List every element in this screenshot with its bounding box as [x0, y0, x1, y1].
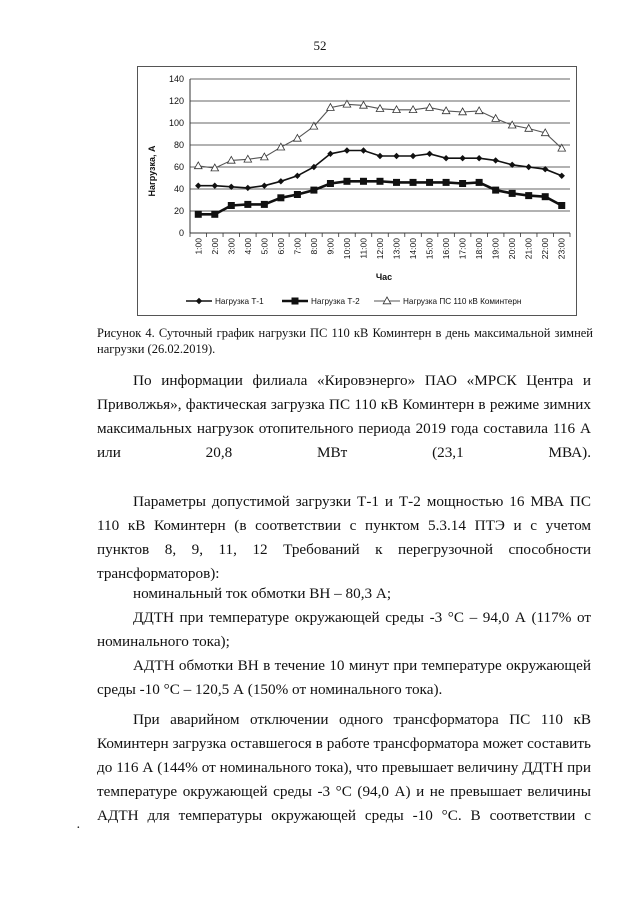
x-tick-label: 11:00 — [358, 238, 369, 259]
figure-caption: Рисунок 4. Суточный график нагрузки ПС 110 кВ Коминтерн в день максимальной зимней нагрузки (26.02.2019). — [97, 326, 593, 356]
data-point — [360, 147, 366, 153]
margin-mark: · — [76, 821, 81, 836]
data-point — [277, 143, 285, 150]
data-point — [410, 179, 417, 186]
data-point — [492, 115, 500, 122]
chart-frame — [137, 66, 577, 316]
data-point — [492, 187, 499, 194]
x-tick-label: 21:00 — [523, 238, 534, 260]
x-tick-label: 10:00 — [341, 238, 352, 260]
data-point — [492, 157, 498, 163]
legend-label: Нагрузка ПС 110 кВ Коминтерн — [403, 297, 522, 306]
data-point — [261, 153, 269, 160]
data-point — [542, 193, 549, 200]
data-point — [509, 190, 516, 197]
data-point — [426, 104, 434, 111]
load-chart — [138, 67, 578, 317]
data-point — [443, 155, 449, 161]
y-axis-label: Нагрузка, А — [147, 145, 157, 197]
data-point — [476, 155, 482, 161]
page-number: 52 — [313, 38, 327, 53]
data-point — [426, 179, 433, 186]
x-tick-label: 2:00 — [209, 238, 220, 255]
paragraph-2: Параметры допустимой загрузки Т-1 и Т-2 мощностью 16 МВА ПС 110 кВ Коминтерн (в соответствии с пунктом 5.3.14 ПТЭ и с учетом пунктов 8, 9, 11, 12 Требований к перегрузочной способности трансформаторов): — [97, 493, 591, 582]
legend — [186, 297, 521, 306]
x-tick-label: 5:00 — [259, 238, 270, 255]
data-point — [393, 153, 399, 159]
paragraph-5: АДТН обмотки ВН в течение 10 минут при температуре окружающей среды -10 °С – 120,5 А (150% от номинального тока). — [97, 657, 591, 698]
data-point — [426, 151, 432, 157]
data-point — [476, 179, 483, 186]
x-tick-label: 17:00 — [457, 238, 468, 260]
data-point — [377, 178, 384, 185]
x-tick-label: 13:00 — [391, 238, 402, 260]
x-tick-label: 20:00 — [507, 238, 518, 260]
x-tick-label: 16:00 — [441, 238, 452, 260]
data-point — [245, 185, 251, 191]
x-tick-label: 22:00 — [540, 238, 551, 260]
legend-label: Нагрузка Т-2 — [311, 297, 360, 306]
series-3 — [194, 100, 565, 171]
data-point — [195, 211, 202, 218]
data-point — [261, 183, 267, 189]
y-tick-label: 140 — [168, 74, 184, 84]
data-point — [344, 147, 350, 153]
x-tick-label: 18:00 — [474, 238, 485, 260]
x-tick-label: 1:00 — [193, 238, 204, 255]
legend-marker — [196, 298, 202, 304]
data-point — [393, 179, 400, 186]
data-point — [475, 107, 483, 114]
y-tick-label: 20 — [173, 206, 184, 216]
data-point — [277, 194, 284, 201]
data-point — [294, 191, 301, 198]
data-point — [278, 178, 284, 184]
x-tick-label: 9:00 — [325, 238, 336, 255]
series-line — [198, 181, 561, 214]
x-tick-label: 4:00 — [242, 238, 253, 255]
x-axis-label: Час — [375, 272, 393, 282]
data-point — [195, 183, 201, 189]
data-point — [559, 173, 565, 179]
data-point — [525, 164, 531, 170]
data-point — [377, 153, 383, 159]
data-point — [558, 202, 565, 209]
y-tick-label: 60 — [173, 162, 184, 172]
legend-marker — [292, 298, 299, 305]
data-point — [211, 211, 218, 218]
data-point — [294, 173, 300, 179]
legend-label: Нагрузка Т-1 — [215, 297, 264, 306]
legend-marker — [383, 297, 391, 304]
data-point — [525, 192, 532, 199]
x-tick-label: 23:00 — [556, 238, 567, 260]
x-tick-label: 7:00 — [292, 238, 303, 255]
data-point — [410, 153, 416, 159]
paragraph-4: ДДТН при температуре окружающей среды -3 °С – 94,0 А (117% от номинального тока); — [97, 609, 591, 650]
data-point — [459, 180, 466, 187]
data-point — [261, 201, 268, 208]
y-tick-label: 100 — [168, 118, 184, 128]
legend-entry-2 — [282, 297, 360, 306]
data-point — [194, 162, 202, 169]
y-tick-label: 40 — [173, 184, 184, 194]
paragraph-1: По информации филиала «Кировэнерго» ПАО «МРСК Центра и Приволжья», фактическая загрузка ПС 110 кВ Коминтерн в режиме зимних максимальных нагрузок отопительного периода 2019 года составила 116 А или 20,8 МВт (23,1 МВА). — [97, 372, 591, 461]
paragraph-6: При аварийном отключении одного трансформатора ПС 110 кВ Коминтерн загрузка оставшегося в работе трансформатора может составить до 116 А (144% от номинального тока), что превышает величину ДДТН при температуре окружающей среды -3 °С (94,0 А) и не превышает величины АДТН для температуры окружающей среды -10 °С. В соответствии с — [97, 711, 591, 824]
legend-entry-3 — [374, 297, 521, 306]
data-point — [343, 178, 350, 185]
data-point — [327, 180, 334, 187]
data-point — [459, 155, 465, 161]
y-tick-label: 120 — [168, 96, 184, 106]
data-point — [228, 202, 235, 209]
x-tick-labels — [193, 238, 566, 260]
series-2 — [195, 178, 565, 218]
x-tick-label: 3:00 — [226, 238, 237, 255]
x-tick-label: 6:00 — [275, 238, 286, 255]
data-point — [360, 178, 367, 185]
data-point — [443, 179, 450, 186]
x-tick-label: 15:00 — [424, 238, 435, 260]
data-point — [294, 134, 302, 141]
legend-entry-1 — [186, 297, 264, 306]
y-tick-labels — [169, 74, 184, 238]
x-tick-label: 14:00 — [408, 238, 419, 260]
data-point — [212, 183, 218, 189]
x-tick-label: 19:00 — [490, 238, 501, 260]
x-tick-label: 8:00 — [308, 238, 319, 255]
data-point — [244, 201, 251, 208]
data-point — [310, 187, 317, 194]
paragraph-3: номинальный ток обмотки ВН – 80,3 А; — [133, 585, 392, 602]
y-tick-label: 80 — [173, 140, 184, 150]
series-layer — [194, 100, 565, 218]
y-tick-label: 0 — [178, 228, 184, 238]
x-tick-label: 12:00 — [375, 238, 385, 260]
